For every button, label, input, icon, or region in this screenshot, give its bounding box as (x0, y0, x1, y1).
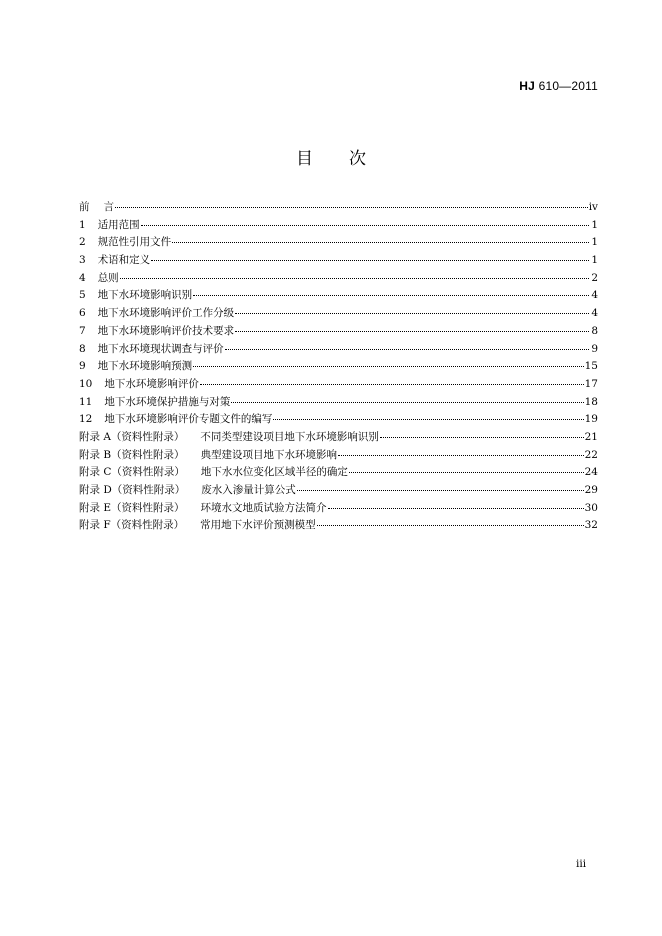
standard-code-prefix: HJ (519, 79, 536, 93)
toc-entry-label: 常用地下水评价预测模型 (200, 519, 316, 532)
toc-dot-leader (141, 216, 589, 228)
toc-entry-page: 24 (584, 466, 598, 479)
toc-entry-label: 总则 (97, 271, 119, 284)
toc-entry[interactable] (79, 393, 598, 411)
toc-entry[interactable] (79, 322, 598, 340)
toc-title-char-2: 次 (349, 149, 366, 169)
toc-entry[interactable] (79, 428, 598, 446)
toc-entry[interactable] (79, 357, 598, 375)
toc-entry-number: 附录 D（资料性附录） (79, 484, 186, 496)
toc-dot-leader (151, 251, 589, 263)
toc-entry-page: 21 (584, 430, 598, 443)
toc-entry[interactable] (79, 198, 598, 216)
toc-entry-page: 19 (584, 413, 598, 426)
toc-entry-label: 地下水环境影响识别 (97, 289, 193, 302)
toc-entry[interactable] (79, 516, 598, 534)
toc-entry[interactable] (79, 410, 598, 428)
toc-entry-page: 15 (584, 360, 598, 373)
toc-entry-label: 地下水环境影响评价工作分级 (97, 307, 235, 320)
toc-entry-page: 22 (584, 448, 598, 461)
toc-entry-number: 附录 A（资料性附录） (79, 430, 185, 443)
toc-entry-number: 10 (79, 377, 93, 390)
toc-dot-leader (338, 446, 584, 458)
toc-entry-page: 4 (591, 307, 598, 320)
toc-entry-page: 1 (591, 254, 598, 267)
toc-entry[interactable] (79, 463, 598, 481)
toc-dot-leader (273, 410, 583, 422)
toc-entry-page: 32 (584, 519, 598, 532)
toc-entry-page: 18 (584, 395, 598, 408)
toc-entry-page: 17 (584, 377, 598, 390)
toc-entry-page: iv (588, 201, 598, 213)
toc-entry-page: 1 (591, 218, 598, 231)
toc-entry-page: 30 (584, 501, 598, 514)
toc-dot-leader (231, 393, 583, 405)
toc-entry-page: 2 (591, 271, 598, 284)
toc-entry-label: 言 (103, 201, 114, 213)
toc-entry[interactable] (79, 251, 598, 269)
toc-entry-label: 地下水环境影响评价技术要求 (97, 324, 235, 337)
toc-entry-page: 1 (591, 236, 598, 249)
toc-dot-leader (328, 499, 584, 511)
toc-entry[interactable] (79, 340, 598, 358)
toc-entry-number: 2 (79, 236, 86, 249)
toc-entry[interactable] (79, 269, 598, 287)
toc-dot-leader (380, 428, 584, 440)
toc-entry-number: 附录 F（资料性附录） (79, 519, 185, 532)
toc-dot-leader (235, 322, 589, 334)
toc-title (0, 144, 662, 169)
toc-entry-label: 地下水环境现状调查与评价 (97, 342, 224, 355)
toc-entry-label: 环境水文地质试验方法简介 (200, 501, 327, 514)
toc-entry-number: 9 (79, 360, 86, 373)
toc-entry-number: 4 (79, 271, 86, 284)
toc-entry-number: 6 (79, 307, 86, 320)
toc-entry-number: 1 (79, 218, 86, 231)
toc-dot-leader (120, 269, 589, 281)
table-of-contents (79, 198, 598, 534)
toc-entry-number: 前 (79, 201, 90, 213)
toc-entry[interactable] (79, 375, 598, 393)
toc-entry[interactable] (79, 304, 598, 322)
toc-entry-number: 7 (79, 324, 86, 337)
toc-dot-leader (193, 357, 583, 369)
toc-entry-number: 3 (79, 254, 86, 267)
page-number: iii (576, 858, 587, 870)
toc-dot-leader (225, 340, 589, 352)
toc-entry-page: 8 (591, 324, 598, 337)
toc-entry-page: 4 (591, 289, 598, 302)
toc-entry-number: 12 (79, 413, 93, 426)
toc-entry-label: 典型建设项目地下水环境影响 (200, 448, 338, 461)
toc-entry[interactable] (79, 481, 598, 499)
toc-dot-leader (235, 304, 589, 316)
toc-entry-number: 8 (79, 342, 86, 355)
toc-entry-label: 规范性引用文件 (97, 236, 172, 249)
toc-dot-leader (115, 198, 588, 210)
toc-entry-number: 11 (79, 395, 93, 408)
toc-entry-label: 地下水水位变化区域半径的确定 (200, 466, 348, 479)
toc-entry-number: 附录 B（资料性附录） (79, 448, 185, 461)
toc-title-char-1: 目 (296, 149, 313, 169)
toc-entry-label: 适用范围 (97, 218, 140, 231)
toc-dot-leader (317, 516, 584, 528)
toc-entry-page: 29 (584, 484, 598, 496)
toc-dot-leader (349, 463, 584, 475)
toc-entry-number: 附录 E（资料性附录） (79, 501, 185, 514)
toc-entry-label: 术语和定义 (97, 254, 151, 267)
toc-dot-leader (200, 375, 584, 387)
toc-entry-label: 地下水环境影响预测 (97, 360, 193, 373)
standard-code-number: 610—2011 (535, 79, 598, 93)
toc-entry-label: 地下水环境影响评价 (104, 377, 199, 390)
toc-entry-number: 附录 C（资料性附录） (79, 466, 185, 479)
toc-entry-label: 废水入渗量计算公式 (201, 484, 296, 496)
standard-code (519, 79, 598, 93)
toc-entry[interactable] (79, 446, 598, 464)
toc-entry-number: 5 (79, 289, 86, 302)
toc-dot-leader (193, 286, 589, 298)
toc-entry-label: 地下水环境影响评价专题文件的编写 (104, 413, 273, 426)
toc-entry[interactable] (79, 233, 598, 251)
toc-entry[interactable] (79, 216, 598, 234)
toc-entry-label: 不同类型建设项目地下水环境影响识别 (200, 430, 379, 443)
toc-entry[interactable] (79, 499, 598, 517)
toc-dot-leader (172, 233, 589, 245)
toc-dot-leader (297, 481, 584, 493)
toc-entry-label: 地下水环境保护措施与对策 (104, 395, 231, 408)
toc-entry[interactable] (79, 286, 598, 304)
toc-entry-page: 9 (591, 342, 598, 355)
